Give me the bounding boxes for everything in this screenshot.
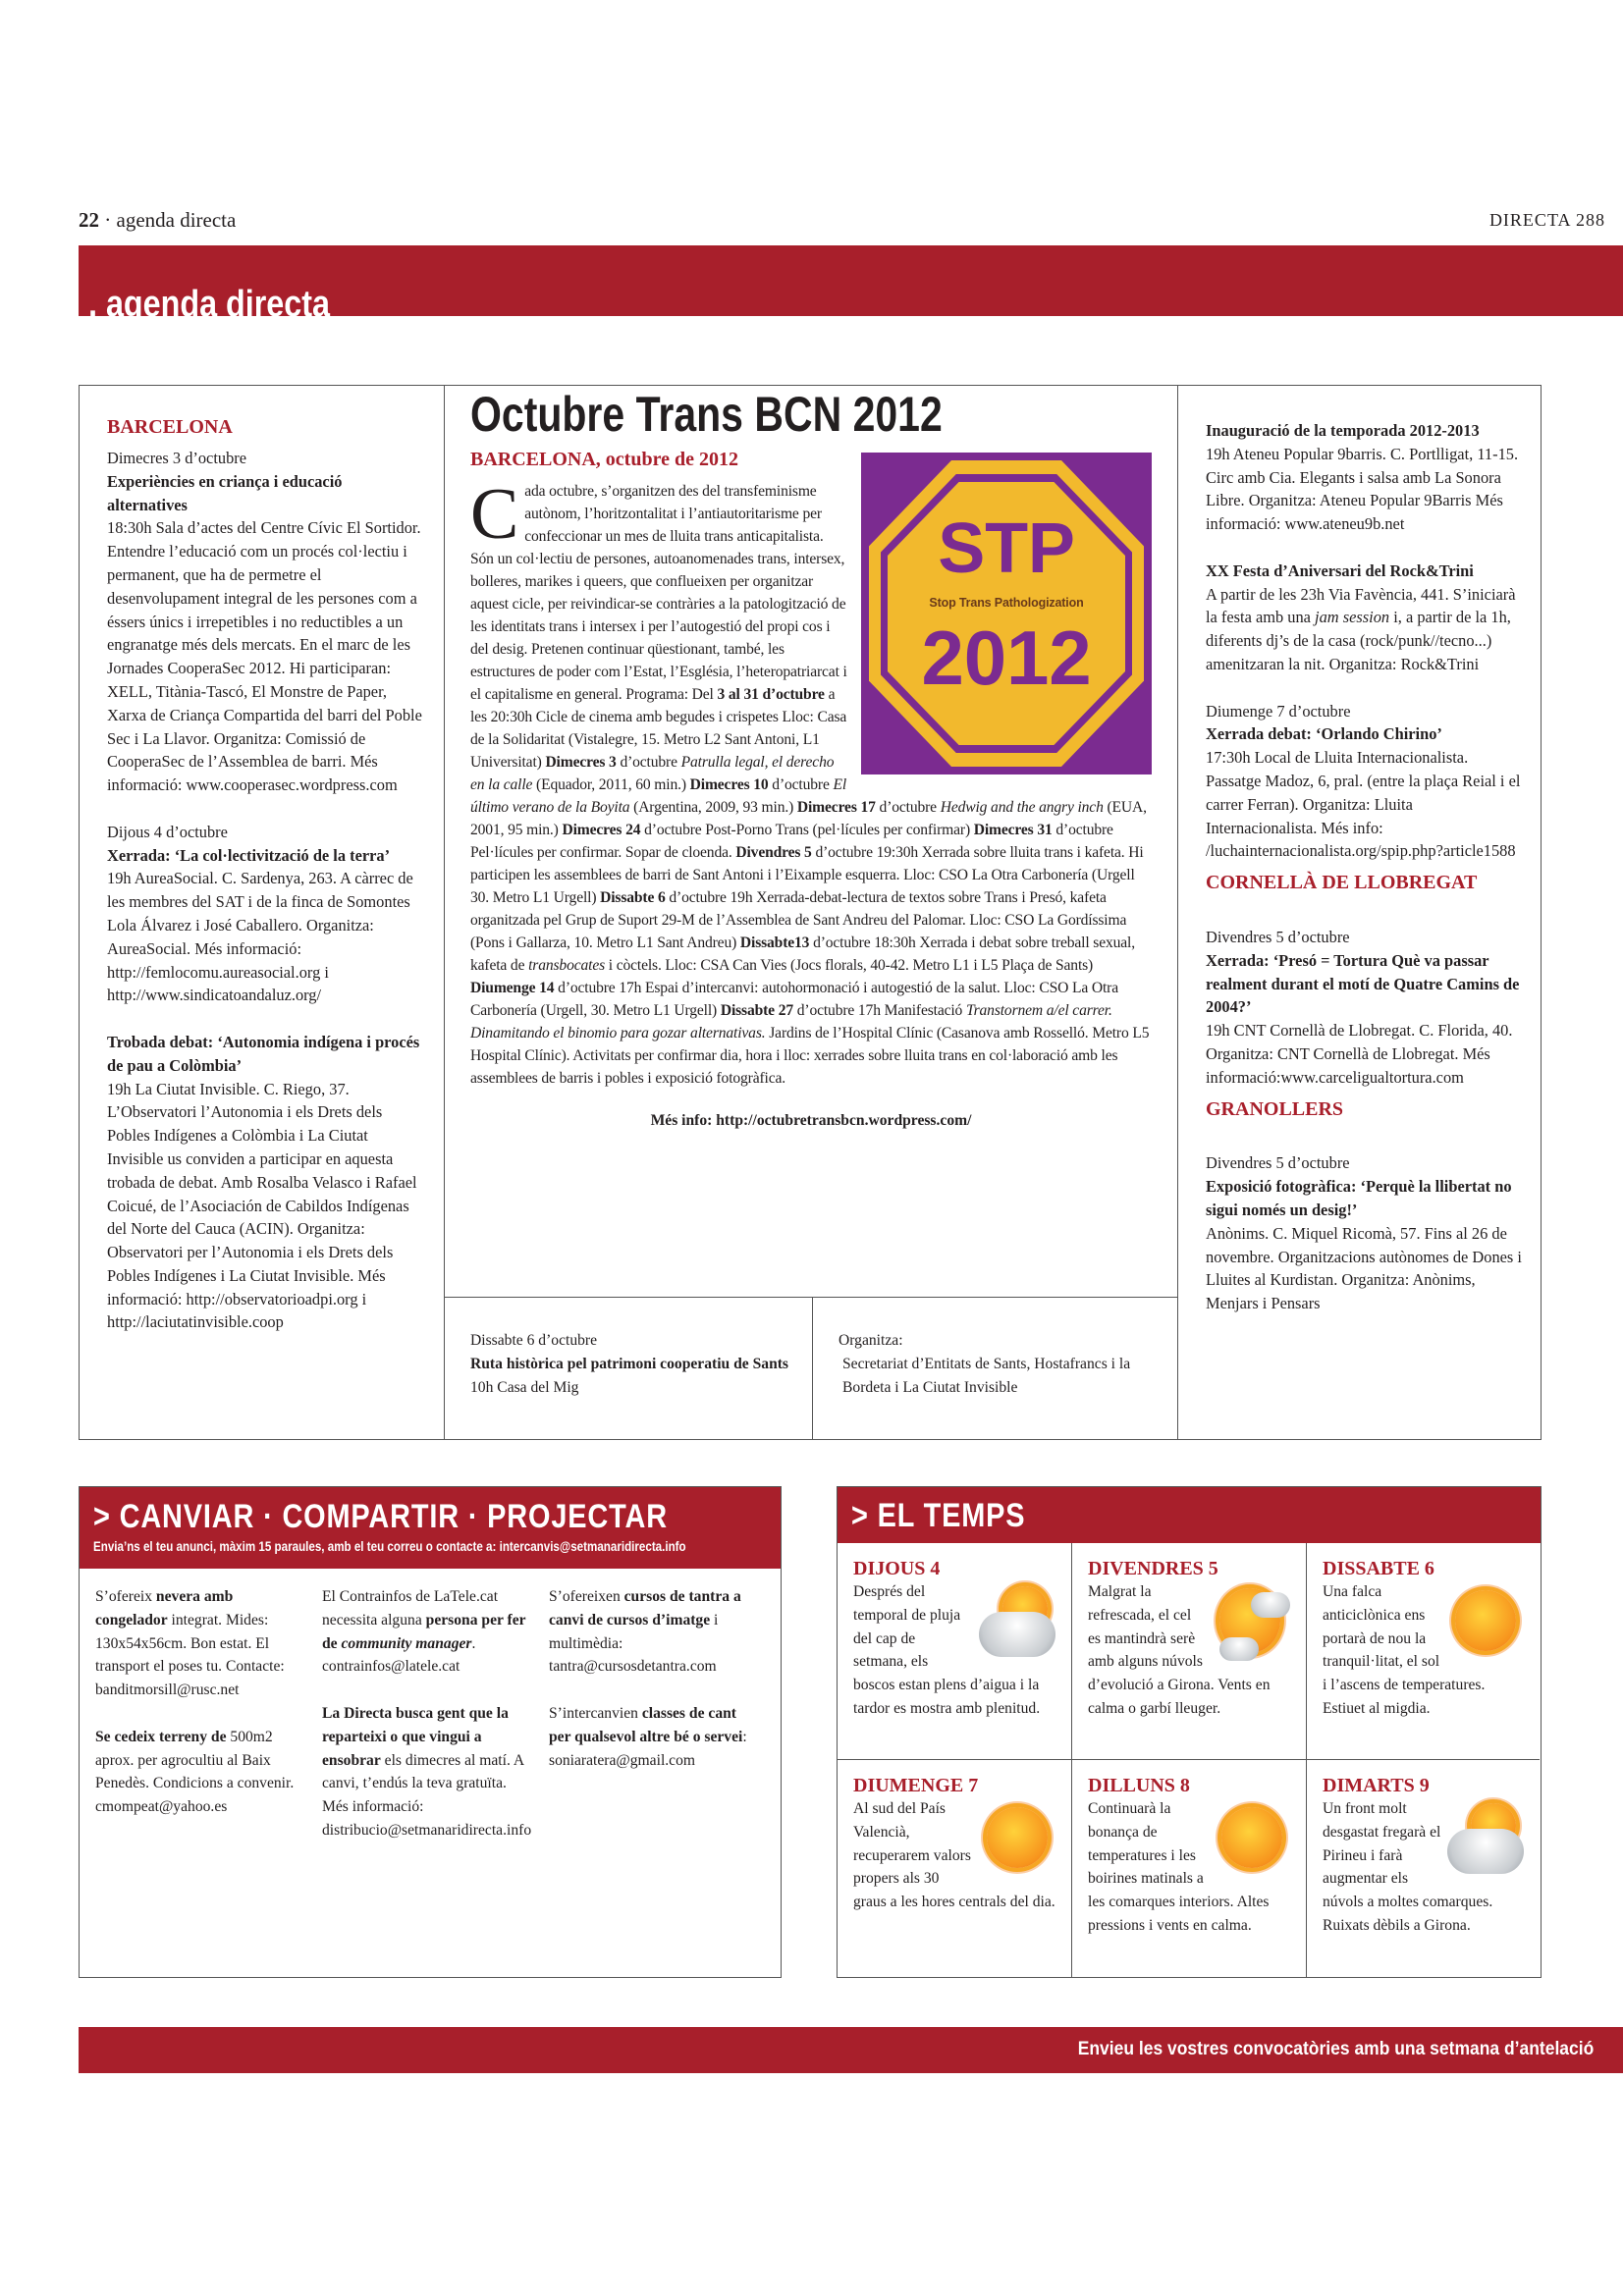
text-run: El último verano de la Boyita <box>470 776 847 816</box>
article-title: Octubre Trans BCN 2012 <box>470 387 943 442</box>
paragraph <box>1206 1151 1527 1175</box>
text-run: Dimecres 31 <box>973 822 1053 838</box>
text-run: i còctels. Lloc: CSA Can Vies (Jocs florals, 40-42. Metro L1 i L5 Plaça de Sants) <box>605 957 1094 974</box>
weather-day <box>1307 1543 1540 1760</box>
paragraph <box>1206 926 1527 949</box>
paragraph <box>1206 949 1527 1019</box>
text-run: Dissabte13 <box>739 934 810 951</box>
classifieds-column <box>95 1585 322 1842</box>
drop-cap: C <box>470 474 519 555</box>
sub-event-date: Dissabte 6 d’octubre <box>470 1332 598 1349</box>
poster-year: 2012 <box>921 614 1092 701</box>
classifieds-column <box>549 1585 776 1842</box>
paragraph <box>1206 1019 1527 1089</box>
weather-day-title: DISSABTE 6 <box>1323 1558 1434 1579</box>
weather-forecast-text: Al sud del País Valencià, recuperarem valors propers als 30 graus a les hores centrals del dia. <box>853 1800 1055 1911</box>
text-run: nevera amb congelador <box>95 1588 234 1629</box>
sub-event-organizers <box>812 1298 1177 1439</box>
text-run: integrat. Mides: 130x54x56cm. Bon estat. El transport el poses tu. Contacte: banditmorsill@rusc.net <box>95 1611 285 1699</box>
text-run: Xerrada: ‘Presó = Tortura Què va passar realment durant el motí de Quatre Camins de 2004?’ <box>1206 950 1520 1017</box>
weather-day-title: DIJOUS 4 <box>853 1558 941 1579</box>
text-run: Divendres 5 d’octubre <box>1206 1153 1350 1173</box>
paragraph <box>107 821 424 844</box>
text-run: (Equador, 2011, 60 min.) <box>532 776 690 793</box>
paragraph <box>549 1585 755 1679</box>
text-run: 3 al 31 d’octubre <box>717 686 825 703</box>
text-run: Diumenge 14 <box>470 980 555 996</box>
text-run: d’octubre 17h Manifestació <box>793 1002 966 1019</box>
weather-day-title: DIMARTS 9 <box>1323 1775 1430 1796</box>
classifieds-subtitle: Envia’ns el teu anunci, màxim 15 paraules, amb el teu correu o contacte a: intercanvis@setmanaridirecta.info <box>93 1539 686 1554</box>
paragraph <box>1206 583 1527 676</box>
text-run: classes de cant per qualsevol altre bé o servei <box>549 1704 743 1745</box>
spacer <box>322 1679 528 1702</box>
text-run: Xerrada debat: ‘Orlando Chirino’ <box>1206 724 1442 744</box>
article-main <box>445 386 1177 1148</box>
sun-icon <box>1445 1582 1526 1663</box>
weather-day <box>838 1760 1072 1977</box>
text-run: Se cedeix terreny de <box>95 1728 227 1745</box>
text-run: (EUA, 2001, 95 min.) <box>470 799 1147 838</box>
city-heading: CORNELLÀ DE LLOBREGAT <box>1206 872 1478 894</box>
weather-forecast-text: Continuarà la bonança de temperatures i les boirines matinals a les comarques interiors. Altes pressions i vents en calma. <box>1088 1800 1270 1934</box>
text-run: transbocates <box>528 957 606 974</box>
right-column <box>1177 386 1542 1439</box>
feature-article <box>445 386 1177 1439</box>
text-run: 19h Ateneu Popular 9barris. C. Portlligat, 11-15. Circ amb Cia. Elegants i salsa amb La Sonora Libre. Organitza: Ateneu Popular 9Barris Més informació: www.ateneu9b.net <box>1206 444 1519 534</box>
weather-header <box>838 1487 1541 1543</box>
organizers-text: Secretariat d’Entitats de Sants, Hostafrancs i la Bordeta i La Ciutat Invisible <box>842 1355 1131 1396</box>
left-column <box>80 386 445 1439</box>
cloud-sun-icon <box>1445 1799 1526 1880</box>
text-run: cursos de tantra a canvi de cursos d’imatge <box>549 1588 741 1629</box>
paragraph <box>1206 419 1527 443</box>
agenda-columns <box>79 385 1542 1440</box>
text-run: d’octubre 19:30h Xerrada sobre lluita trans i kafeta. Hi participen les assemblees de barri de Sant Antoni i l’Eixample esquerra. Lloc: CSO La Otra Carbonería (Urgell 30. Metro L1 Urgell) <box>470 844 1144 906</box>
text-run: S’ofereix <box>95 1588 156 1605</box>
weather-day-title: DIVENDRES 5 <box>1088 1558 1218 1579</box>
weather-forecast-text: Un front molt desgastat fregarà el Pirineu i farà augmentar els núvols a moltes comarques. Ruixats dèbils a Girona. <box>1323 1800 1493 1934</box>
classifieds-header <box>80 1487 781 1569</box>
spacer <box>1206 902 1527 926</box>
text-run: d’octubre <box>875 799 941 816</box>
spacer <box>95 1702 301 1726</box>
poster-logo-text: STP <box>938 509 1075 588</box>
classifieds-box <box>79 1486 782 1978</box>
weather-day-title: DILLUNS 8 <box>1088 1775 1190 1796</box>
section-banner <box>79 245 1623 325</box>
weather-forecast-text: Després del temporal de pluja del cap de setmana, els boscos estan plens d’aigua i la tardor es mostra amb plenitud. <box>853 1583 1041 1717</box>
spacer <box>1206 1129 1527 1152</box>
spacer <box>107 1007 424 1031</box>
sub-event-box <box>445 1297 1177 1439</box>
text-run: d’octubre 17h Espai d’intercanvi: autohormonació i autogestió de la salut. Lloc: CSO La Otra Carbonería (Urgell, 30. Metro L1 Urgell) <box>470 980 1118 1019</box>
text-run: a les 20:30h Cicle de cinema amb begudes i crispetes Lloc: Casa de la Solidaritat (Vistalegre, 15. Metro L2 Sant Antoni, L1 Universitat) <box>470 686 847 771</box>
paragraph <box>95 1726 301 1819</box>
text-run: La Directa busca gent que la reparteixi o que vingui a ensobrar <box>322 1704 509 1769</box>
text-run: . contrainfos@latele.cat <box>322 1634 476 1676</box>
paragraph <box>1206 1222 1527 1315</box>
text-run: S’ofereixen <box>549 1588 624 1605</box>
text-run: Xerrada: ‘La col·lectivització de la terra’ <box>107 845 391 865</box>
text-run: d’octubre <box>616 754 681 771</box>
paragraph <box>107 1031 424 1078</box>
footer-text: Envieu les vostres convocatòries amb una setmana d’antelació <box>1077 2039 1594 2059</box>
stp-2012-poster-image <box>861 453 1152 774</box>
weather-day-title: DIUMENGE 7 <box>853 1775 979 1796</box>
text-run: Trobada debat: ‘Autonomia indígena i procés de pau a Colòmbia’ <box>107 1032 420 1075</box>
paragraph <box>1206 1175 1527 1222</box>
lower-section <box>79 1486 1623 1978</box>
cloud-sun-icon <box>977 1582 1057 1663</box>
organizers-label: Organitza: <box>839 1332 903 1349</box>
footer-banner <box>79 2027 1623 2073</box>
poster-caption: Stop Trans Pathologization <box>929 596 1084 610</box>
paragraph <box>322 1702 532 1842</box>
text-run: Divendres 5 d’octubre <box>1206 927 1350 946</box>
text-run: d’octubre Pel·lícules per confirmar. Sopar de cloenda. <box>470 822 1113 861</box>
text-run: Exposició fotogràfica: ‘Perquè la llibertat no sigui només un desig!’ <box>1206 1177 1512 1219</box>
classifieds-column <box>322 1585 549 1842</box>
text-run: Dimecres 24 <box>562 822 641 838</box>
text-run: Patrulla legal, el derecho en la calle <box>470 754 835 793</box>
sun-cloud-icon <box>1212 1582 1292 1663</box>
text-run: i, a partir de la 1h, diferents dj’s de la casa (rock/punk//tecno...) amenitzaran la nit. Organitza: Rock&Trini <box>1206 608 1511 673</box>
text-run: 18:30h Sala d’actes del Centre Cívic El Sortidor. Entendre l’educació com un procés col·lectiu i permanent, que ha de permetre el desenvolupament integral de les persones com a éssers únics i irrepetibles i no reductibles a un engranatge més dels mercats. En el marc de les Jornades CooperaSec 2012. Hi participaran: XELL, Titània-Tascó, El Monstre de Paper, Xarxa de Criança Compartida del barri del Poble Sec i La Llavor. Organitza: Comissió de CooperaSec de l’Assemblea de barri. Més informació: www.cooperasec.wordpress.com <box>107 518 422 795</box>
paragraph <box>107 516 424 797</box>
city-heading: BARCELONA <box>107 416 233 438</box>
text-run: i multimèdia: tantra@cursosdetantra.com <box>549 1611 719 1676</box>
issue-number: DIRECTA 288 <box>1488 210 1605 230</box>
page-content <box>79 385 1623 2073</box>
spacer <box>1206 536 1527 560</box>
weather-day <box>838 1543 1072 1760</box>
sun-icon <box>1212 1799 1292 1880</box>
weather-day <box>1072 1760 1307 1977</box>
text-run: 500m2 aprox. per agrocultiu al Baix Penedès. Condicions a convenir. cmompeat@yahoo.es <box>95 1728 295 1816</box>
weather-forecast-text: Una falca anticiclònica ens portarà de nou la tranquil·litat, el sol i l’ascens de temperatures. Estiuet al migdia. <box>1323 1583 1486 1717</box>
paragraph <box>1206 700 1527 723</box>
text-run: El Contrainfos de LaTele.cat necessita alguna <box>322 1588 499 1629</box>
text-run: Dimecres 17 <box>796 799 876 816</box>
spacer <box>549 1679 755 1702</box>
paragraph <box>107 1078 424 1335</box>
page-number: 22 <box>79 208 99 232</box>
paragraph <box>1206 443 1527 536</box>
text-run: Transtornem a/el carrer. Dinamitando el binomio para gozar alternativas. <box>470 1002 1112 1041</box>
paragraph <box>549 1702 755 1772</box>
text-run: Dimecres 10 <box>689 776 769 793</box>
weather-forecast-text: Malgrat la refrescada, el cel es mantindrà serè amb alguns núvols d’evolució a Girona. Vents en calma o garbí lleuger. <box>1088 1583 1271 1717</box>
text-run: A partir de les 23h Via Favència, 441. S’iniciarà la festa amb una <box>1206 584 1516 627</box>
paragraph <box>1206 746 1527 863</box>
text-run: S’intercanvien <box>549 1704 642 1722</box>
text-run: Hedwig and the angry inch <box>940 799 1104 816</box>
paragraph <box>107 867 424 1007</box>
classifieds-columns <box>80 1569 781 1858</box>
sun-icon <box>977 1799 1057 1880</box>
text-run: Experiències en criança i educació alternatives <box>107 471 343 514</box>
banner-title: , agenda directa <box>88 284 330 325</box>
text-run: Dissabte 6 <box>600 889 666 906</box>
text-run: Dimecres 3 d’octubre <box>107 449 246 467</box>
text-run: persona per fer de <box>322 1611 526 1652</box>
text-run: Dimecres 3 <box>545 754 617 771</box>
text-run: Inauguració de la temporada 2012-2013 <box>1206 421 1480 440</box>
weather-grid <box>838 1543 1541 1977</box>
text-run: XX Festa d’Aniversari del Rock&Trini <box>1206 561 1474 580</box>
weather-box <box>837 1486 1542 1978</box>
weather-title: > EL TEMPS <box>851 1497 1026 1534</box>
sub-event-place: 10h Casa del Mig <box>470 1378 579 1396</box>
text-run: d’octubre Post-Porno Trans (pel·lícules per confirmar) <box>640 822 974 838</box>
text-run: : soniaratera@gmail.com <box>549 1728 747 1769</box>
sub-event <box>445 1298 812 1439</box>
paragraph <box>107 447 424 470</box>
paragraph <box>322 1585 528 1679</box>
paragraph <box>107 844 424 868</box>
text-run: Dijous 4 d’octubre <box>107 822 228 841</box>
text-run: Jardins de l’Hospital Clínic (Casanova amb Rosselló. Metro L5 Hospital Clínic). Activitats per confirmar dia, hora i lloc: xerrades sobre lluita trans en col·laboració amb les assemblees de barris i pobles i exposició fotogràfica. <box>470 1025 1150 1087</box>
city-heading: GRANOLLERS <box>1206 1097 1344 1120</box>
text-run: d’octubre 18:30h Xerrada i debat sobre treball sexual, kafeta de <box>470 934 1135 974</box>
classifieds-title: > CANVIAR · COMPARTIR · PROJECTAR <box>93 1498 668 1535</box>
text-run: 19h La Ciutat Invisible. C. Riego, 37. L’Observatori l’Autonomia i els Drets dels Pobles Indígenes a Colòmbia i La Ciutat Invisible us conviden a participar en aquesta trobada de debat. Amb Rosalba Velasco i Rafael Coicué, de l’Asociación de Cabildos Indígenas del Norte del Cauca (ACIN). Organitza: Observatori per l’Autonomia i els Drets dels Pobles Indígenes i La Ciutat Invisible. Més informació: http://observatorioadpi.org i http://laciutatinvisible.coop <box>107 1079 417 1332</box>
text-run: jam session <box>1315 608 1390 627</box>
article-body <box>470 474 1152 1090</box>
article-dateline: BARCELONA, octubre de 2012 <box>470 449 738 470</box>
text-run: 19h CNT Cornellà de Llobregat. C. Florida, 40. Organitza: CNT Cornellà de Llobregat. Més informació:www.carceligualtortura.com <box>1206 1021 1513 1087</box>
paragraph <box>1206 560 1527 583</box>
paragraph <box>107 470 424 517</box>
spacer <box>1206 676 1527 700</box>
text-run: ada octubre, s’organitzen des del transfeminisme autònom, l’horitzontalitat i l’antiautoritarisme per confeccionar un mes de lluita trans anticapitalista. Són un col·lectiu de persones, autoanomenades trans, intersex, bolleres, marikes i queers, que conflueixen per organitzar aquest cicle, per reivindicar-se contràries a la patologització de les identitats trans i intersex i per l’autogestió del propi cos i del desig. Pretenen continuar qüestionant, també, les estructures de poder com l’Estat, l’Església, l’heteropatriarcat i el capitalisme en general. Programa: Del <box>470 483 847 703</box>
text-run: Anònims. C. Miquel Ricomà, 57. Fins al 26 de novembre. Organitzacions autònomes de Dones i Lluites al Kurdistan. Organitza: Anònims, Menjars i Pensars <box>1206 1223 1522 1313</box>
weather-day <box>1072 1543 1307 1760</box>
text-run: 19h AureaSocial. C. Sardenya, 263. A càrrec de les membres del SAT i de la finca de Somontes Lola Álvarez i José Caballero. Organitza: AureaSocial. Més informació: http://femlocomu.aureasocial.org i http://www.sindicatoandaluz.org/ <box>107 869 413 1005</box>
section-name: · agenda directa <box>104 208 237 232</box>
text-run: d’octubre <box>768 776 834 793</box>
spacer <box>107 797 424 821</box>
text-run: (Argentina, 2009, 93 min.) <box>629 799 797 816</box>
text-run: Divendres 5 <box>735 844 812 861</box>
text-run: Diumenge 7 d’octubre <box>1206 701 1351 721</box>
paragraph <box>1206 722 1527 746</box>
text-run: 17:30h Local de Lluita Internacionalista. Passatge Madoz, 6, pral. (entre la plaça Reial i el carrer Ferran). Organitza: Lluita Internacionalista. Més info: /luchainternacionalista.org/spip.php?article1588 <box>1206 748 1521 861</box>
text-run: d’octubre 19h Xerrada-debat-lectura de textos sobre Trans i Presó, kafeta organitzada pel Grup de Suport 29-M de l’Assemblea de Sant Andreu del Palomar. Lloc: CSO La Gordíssima (Pons i Gallarza, 10. Metro L1 Sant Andreu) <box>470 889 1127 951</box>
text-run: Dissabte 27 <box>720 1002 794 1019</box>
sub-event-title: Ruta històrica pel patrimoni cooperatiu de Sants <box>470 1355 789 1372</box>
text-run: community manager <box>341 1634 472 1652</box>
paragraph <box>95 1585 301 1702</box>
running-header <box>79 208 236 233</box>
text-run: els dimecres al matí. A canvi, t’endús la teva gratuïta. Més informació: distribucio@setmanaridirecta.info <box>322 1751 532 1839</box>
weather-day <box>1307 1760 1540 1977</box>
more-info-link[interactable]: Més info: http://octubretransbcn.wordpress.com/ <box>650 1112 972 1129</box>
